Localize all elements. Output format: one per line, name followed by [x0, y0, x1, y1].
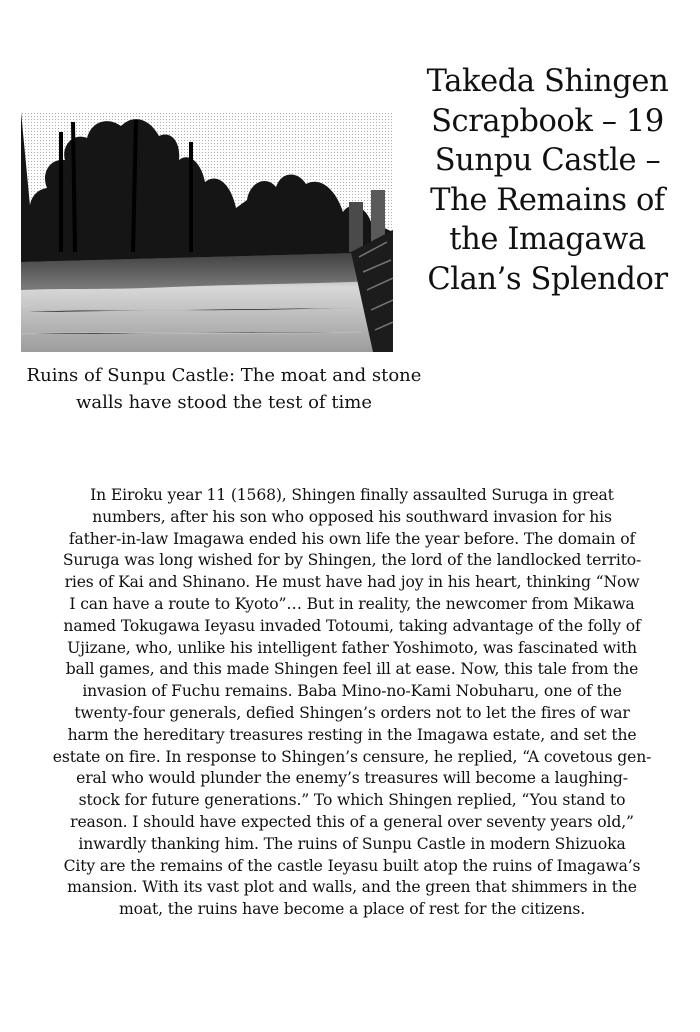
- page-title: [415, 62, 680, 300]
- body-line: Suruga was long wished for by Shingen, the lord of the landlocked territo-: [62, 551, 642, 570]
- body-line: named Tokugawa Ieyasu invaded Totoumi, taking advantage of the folly of: [63, 616, 641, 635]
- body-line: Ujizane, who, unlike his intelligent father Yoshimoto, was fascinated with: [67, 638, 637, 657]
- body-line: eral who would plunder the enemy’s treasures will become a laughing-: [76, 769, 628, 788]
- body-line: estate on fire. In response to Shingen’s censure, he replied, “A covetous gen-: [52, 747, 652, 766]
- body-line: ball games, and this made Shingen feel ill at ease. Now, this tale from the: [65, 660, 639, 679]
- caption-line: walls have stood the test of time: [75, 392, 373, 413]
- body-line: inwardly thanking him. The ruins of Sunpu Castle in modern Shizuoka: [78, 834, 626, 853]
- body-line: City are the remains of the castle Ieyasu built atop the ruins of Imagawa’s: [63, 856, 641, 875]
- title-line: Clan’s Splendor: [427, 261, 668, 297]
- body-line: moat, the ruins have become a place of rest for the citizens.: [118, 900, 586, 919]
- body-line: reason. I should have expected this of a general over seventy years old,”: [70, 812, 634, 831]
- body-line: invasion of Fuchu remains. Baba Mino-no-Kami Nobuharu, one of the: [82, 682, 622, 701]
- title-line: Scrapbook – 19: [431, 103, 664, 139]
- castle-moat-photo: [21, 112, 393, 352]
- body-line: numbers, after his son who opposed his southward invasion for his: [92, 507, 612, 526]
- article-body: [22, 485, 682, 921]
- title-line: Sunpu Castle –: [434, 143, 661, 179]
- body-line: harm the hereditary treasures resting in the Imagawa estate, and set the: [67, 725, 637, 744]
- body-line: father-in-law Imagawa ended his own life the year before. The domain of: [68, 529, 636, 548]
- body-line: stock for future generations.” To which Shingen replied, “You stand to: [78, 791, 626, 810]
- body-line: ries of Kai and Shinano. He must have had joy in his heart, thinking “Now: [64, 573, 640, 592]
- body-line: I can have a route to Kyoto”… But in reality, the newcomer from Mikawa: [69, 594, 635, 613]
- body-line: twenty-four generals, defied Shingen’s orders not to let the fires of war: [74, 703, 630, 722]
- caption-line: Ruins of Sunpu Castle: The moat and stone: [26, 365, 422, 386]
- title-line: The Remains of: [430, 182, 665, 218]
- title-line: Takeda Shingen: [426, 64, 669, 99]
- title-line: the Imagawa: [449, 222, 646, 258]
- body-line: mansion. With its vast plot and walls, and the green that shimmers in the: [67, 878, 637, 897]
- photo-caption: [14, 362, 434, 416]
- body-line: In Eiroku year 11 (1568), Shingen finally assaulted Suruga in great: [90, 486, 614, 504]
